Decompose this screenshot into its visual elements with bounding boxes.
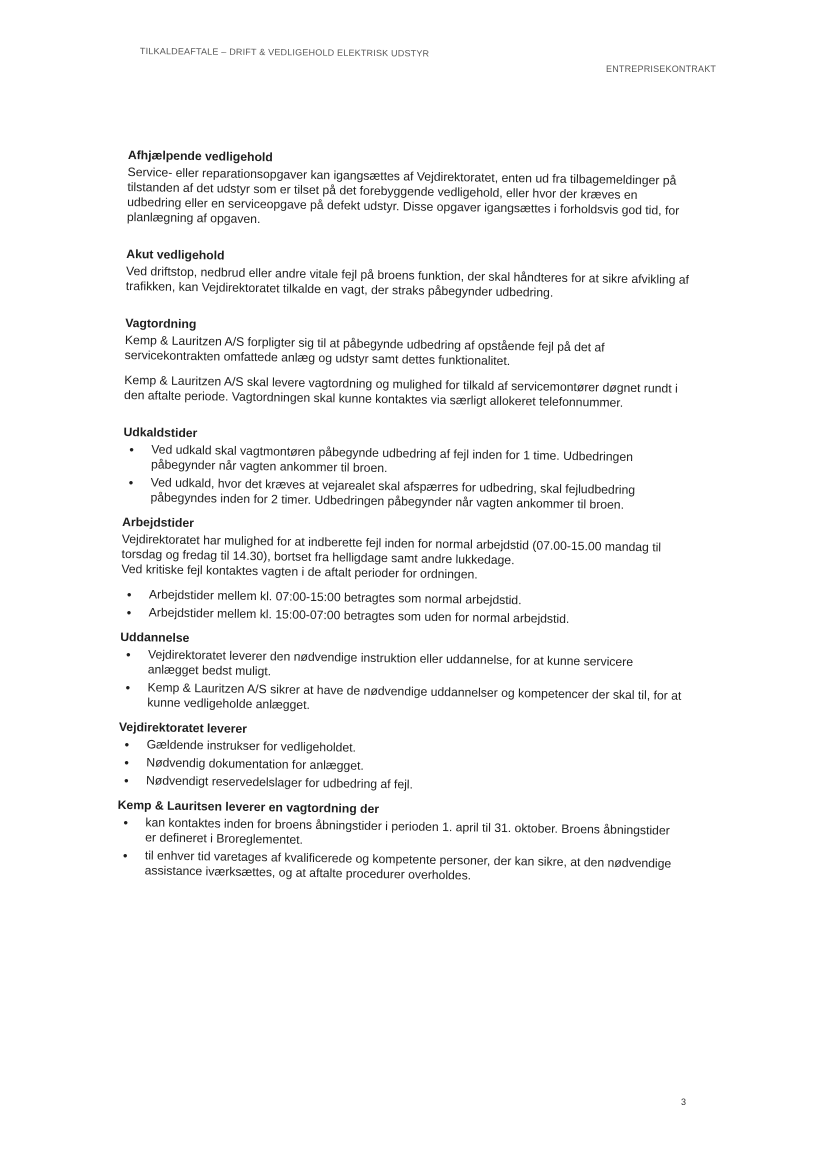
list-item: • Ved udkald skal vagtmontøren påbegynde udbedring af fejl inden for 1 time. Udbedringen påbegynder når vagten ankommer til broen.: [123, 442, 689, 481]
list-item: • Vejdirektoratet leverer den nødvendige instruktion eller uddannelse, for at kunne servicere anlægget bedst muligt.: [120, 647, 686, 686]
section-vagtordning: [124, 316, 691, 412]
section-heading: Afhjælpende vedligehold: [127, 148, 273, 165]
list-item: • Kemp & Lauritzen A/S sikrer at have de nødvendige uddannelser og kompetencer der skal til, for at kunne vedligeholde anlægget.: [119, 680, 685, 719]
section-afhjaelpende-vedligehold: [127, 148, 694, 234]
page-number: 3: [681, 1097, 687, 1107]
paragraph: Vejdirektoratet har mulighed for at indberette fejl inden for normal arbejdstid (07.00-15.00 mandag til torsdag og fredag til 14.30), bortset fra helligdage samt andre lukkedage.: [121, 531, 662, 568]
section-heading: Uddannelse: [120, 629, 190, 646]
paragraph: Kemp & Lauritzen A/S forpligter sig til at påbegynde udbedring af opstående fejl på det af servicekontrakten omfattede anlæg og udstyr samt dettes funktionalitet.: [124, 332, 605, 369]
list-item: • til enhver tid varetages af kvalificerede og kompetente personer, der kan sikre, at den nødvendige assistance iværksættes, og at aftalte procedurer overholdes.: [117, 848, 683, 887]
document-body: [116, 148, 694, 897]
section-heading: Akut vedligehold: [126, 246, 225, 263]
section-akut-vedligehold: [126, 247, 693, 303]
section-arbejdstider: [121, 515, 689, 629]
section-heading: Kemp & Lauritsen leverer en vagtordning der: [117, 797, 380, 817]
list-item: • Ved udkald, hvor det kræves at vejarealet skal afspærres for udbedring, skal fejludbedring påbegyndes inden for 2 timer. Udbedringen påbegynder når vagten ankommer til broen.: [122, 475, 688, 514]
section-heading: Arbejdstider: [122, 514, 195, 531]
header-left-title: TILKALDEAFTALE – DRIFT & VEDLIGEHOLD ELEKTRISK UDSTYR: [139, 46, 430, 59]
paragraph: Kemp & Lauritzen A/S skal levere vagtordning og mulighed for tilkald af servicemontører døgnet rundt i den aftalte periode. Vagtordningen skal kunne kontaktes via særligt allokeret telefonnummer.: [124, 372, 678, 410]
list-item: • Arbejdstider mellem kl. 07:00-15:00 betragtes som normal arbejdstid.: [121, 587, 687, 611]
paragraph: Service- eller reparationsopgaver kan igangsættes af Vejdirektoratet, enten ud fra tilbagemeldinger på tilstanden af det udstyr som er tilset på det forebyggende vedligehold, eller hvor der kræves en udbedring eller en serviceopgave på defekt udstyr. Disse opgaver igangsættes i forholdsvis god tid, for planlægning af opgaven.: [126, 164, 680, 227]
section-vejdirektoratet-leverer: [118, 720, 685, 797]
header-right-title: ENTREPRISEKONTRAKT: [606, 64, 717, 74]
list-item: • kan kontaktes inden for broens åbningstider i perioden 1. april til 31. oktober. Broens åbningstider er defineret i Broreglementet.: [117, 815, 683, 854]
section-heading: Udkaldstider: [123, 424, 198, 441]
section-uddannelse: [119, 630, 686, 719]
list-item: • Gældende instrukser for vedligeholdet.: [119, 737, 685, 761]
bullet-list: [119, 647, 686, 719]
section-kemp-lauritsen-leverer: [117, 798, 684, 887]
section-udkaldstider: [122, 425, 689, 514]
section-heading: Vejdirektoratet leverer: [118, 719, 248, 736]
list-item: • Arbejdstider mellem kl. 15:00-07:00 betragtes som uden for normal arbejdstid.: [121, 605, 687, 629]
bullet-list: [117, 815, 684, 887]
list-item: • Nødvendigt reservedelslager for udbedring af fejl.: [118, 773, 684, 797]
bullet-list: [122, 442, 689, 514]
paragraph: Ved driftstop, nedbrud eller andre vitale fejl på broens funktion, der skal håndteres for at sikre afvikling af trafikken, kan Vejdirektoratet tilkalde en vagt, der straks påbegynder udbedring.: [125, 263, 690, 300]
list-item: • Nødvendig dokumentation for anlægget.: [118, 755, 684, 779]
bullet-list: [118, 737, 685, 797]
section-heading: Vagtordning: [125, 315, 197, 332]
bullet-list: [121, 587, 687, 629]
paragraph: Ved kritiske fejl kontaktes vagten i de aftalt perioder for ordningen.: [121, 561, 478, 582]
